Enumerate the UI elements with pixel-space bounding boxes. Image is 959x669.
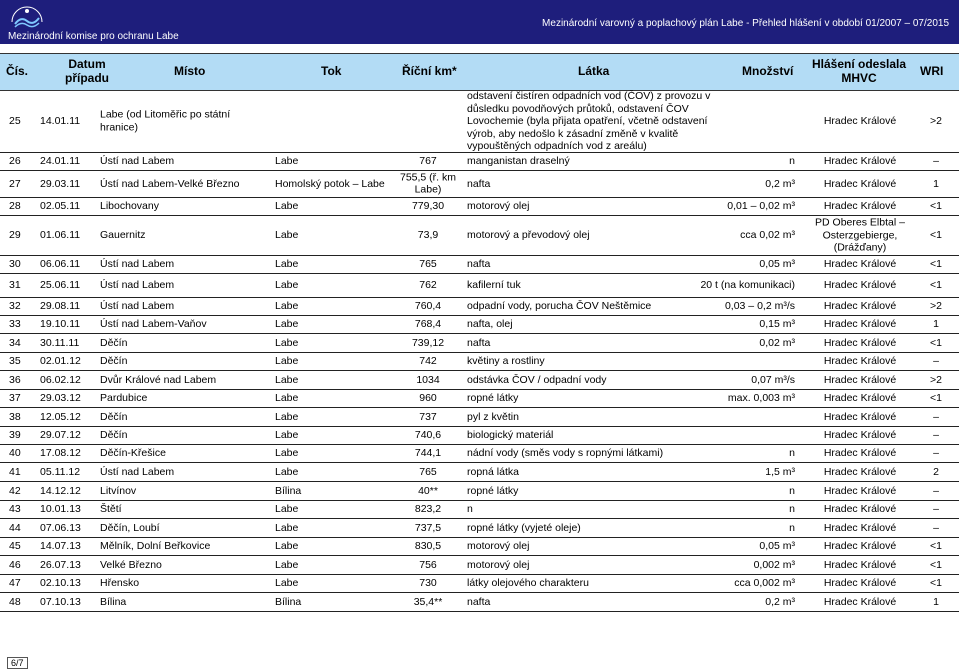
cell-river: Labe	[275, 558, 299, 571]
cell-river: Labe	[275, 336, 299, 349]
cell-quantity: 0,2 m³	[765, 177, 795, 190]
cell-substance: nádní vody (směs vody s ropnými látkami)	[467, 446, 664, 459]
cell-river-km: 73,9	[417, 228, 439, 241]
table-row	[0, 333, 959, 353]
cell-river: Labe	[275, 539, 299, 552]
cell-quantity: cca 0,002 m³	[734, 576, 795, 589]
cell-substance: nafta	[467, 257, 491, 270]
cell-reported-by: Hradec Králové	[823, 317, 897, 330]
cell-reported-by: Hradec Králové	[823, 199, 897, 212]
cell-substance: látky olejového charakteru	[467, 576, 589, 589]
cell-reported-by: Hradec Králové	[823, 484, 897, 497]
cell-reported-by: Hradec Králové	[823, 278, 897, 291]
cell-number: 34	[9, 336, 21, 349]
cell-place: Děčín	[100, 428, 128, 441]
cell-number: 45	[9, 539, 21, 552]
cell-river: Labe	[275, 446, 299, 459]
cell-quantity: n	[789, 446, 795, 459]
cell-river: Bílina	[275, 595, 302, 608]
cell-date: 12.05.12	[40, 410, 81, 423]
cell-river-km: 767	[419, 154, 437, 167]
cell-date: 29.03.11	[40, 177, 81, 190]
cell-quantity: 1,5 m³	[765, 465, 795, 478]
cell-river: Labe	[275, 410, 299, 423]
cell-wri: <1	[930, 558, 942, 571]
cell-river: Labe	[275, 391, 299, 404]
cell-date: 17.08.12	[40, 446, 81, 459]
cell-reported-by: Hradec Králové	[823, 336, 897, 349]
cell-place: Děčín-Křešice	[100, 446, 166, 459]
cell-number: 29	[9, 228, 21, 241]
cell-river-km: 756	[419, 558, 437, 571]
table-row	[0, 555, 959, 575]
cell-reported-by: Hradec Králové	[823, 154, 897, 167]
cell-number: 46	[9, 558, 21, 571]
cell-wri: –	[933, 154, 939, 167]
cell-date: 29.08.11	[40, 299, 81, 312]
cell-river: Labe	[275, 199, 299, 212]
cell-river-km: 737,5	[414, 521, 442, 534]
cell-place: Bílina	[100, 595, 127, 608]
cell-river-km: 742	[419, 354, 437, 367]
cell-wri: 1	[933, 177, 939, 190]
table-row	[0, 537, 959, 556]
cell-number: 38	[9, 410, 21, 423]
cell-wri: >2	[930, 373, 942, 386]
cell-date: 29.03.12	[40, 391, 81, 404]
cell-place: Ústí nad Labem	[100, 299, 175, 312]
cell-quantity: n	[789, 521, 795, 534]
document-title: Mezinárodní varovný a poplachový plán Labe - Přehled hlášení v období 01/2007 – 07/2015	[542, 18, 949, 29]
cell-reported-by: Hradec Králové	[823, 465, 897, 478]
cell-river-km: 1034	[416, 373, 440, 386]
cell-wri: 1	[933, 317, 939, 330]
table-header	[0, 53, 959, 91]
cell-substance: manganistan draselný	[467, 154, 570, 167]
cell-place: Ústí nad Labem	[100, 257, 175, 270]
table-row	[0, 389, 959, 408]
cell-substance: motorový olej	[467, 539, 530, 552]
column-header-river-km: Říční km*	[402, 64, 457, 78]
cell-river-km: 960	[419, 391, 437, 404]
cell-river-km: 830,5	[414, 539, 442, 552]
cell-substance: květiny a rostliny	[467, 354, 545, 367]
cell-place: Labe (od Litoměřic po státní hranice)	[100, 108, 231, 133]
cell-river: Labe	[275, 502, 299, 515]
cell-wri: >2	[930, 299, 942, 312]
cell-wri: <1	[930, 576, 942, 589]
cell-place: Gauernitz	[100, 228, 146, 241]
cell-wri: –	[933, 484, 939, 497]
cell-number: 41	[9, 465, 21, 478]
cell-substance: n	[467, 502, 473, 515]
cell-number: 44	[9, 521, 21, 534]
column-header-place: Místo	[174, 64, 206, 78]
cell-date: 05.11.12	[40, 465, 81, 478]
page-banner	[0, 0, 959, 44]
cell-river-km: 35,4**	[413, 595, 443, 608]
cell-number: 48	[9, 595, 21, 608]
page-number: 6/7	[7, 657, 28, 669]
cell-place: Litvínov	[100, 484, 137, 497]
cell-wri: –	[933, 354, 939, 367]
cell-number: 39	[9, 428, 21, 441]
table-row	[0, 273, 959, 298]
cell-reported-by: Hradec Králové	[823, 257, 897, 270]
cell-place: Ústí nad Labem	[100, 465, 175, 478]
cell-river: Labe	[275, 465, 299, 478]
table-row	[0, 370, 959, 390]
cell-number: 26	[9, 154, 21, 167]
cell-date: 26.07.13	[40, 558, 81, 571]
cell-number: 28	[9, 199, 21, 212]
table-row	[0, 297, 959, 316]
cell-reported-by: Hradec Králové	[823, 299, 897, 312]
column-header-river: Tok	[321, 64, 342, 78]
cell-river-km: 760,4	[414, 299, 442, 312]
cell-date: 06.06.11	[40, 257, 81, 270]
table-row	[0, 407, 959, 427]
cell-quantity: 0,2 m³	[765, 595, 795, 608]
table-row	[0, 90, 959, 153]
cell-number: 32	[9, 299, 21, 312]
cell-place: Mělník, Dolní Beřkovice	[100, 539, 211, 552]
cell-wri: –	[933, 521, 939, 534]
cell-reported-by: Hradec Králové	[823, 177, 897, 190]
cell-substance: odstavení čistíren odpadních vod (ČOV) z provozu v důsledku povodňových průtoků, odstavení ČOV Lovochemie (byla přijata opatření, včetně odstavení výrob, aby nedošlo k zásadní změně v kvalitě vypouštěných odpadních vod z areálu)	[467, 89, 711, 152]
cell-date: 02.10.13	[40, 576, 81, 589]
cell-number: 33	[9, 317, 21, 330]
cell-place: Děčín, Loubí	[100, 521, 160, 534]
cell-reported-by: Hradec Králové	[823, 539, 897, 552]
organization-logo-icon	[9, 2, 45, 30]
cell-substance: pyl z květin	[467, 410, 519, 423]
cell-substance: ropná látka	[467, 465, 519, 478]
cell-reported-by: Hradec Králové	[823, 428, 897, 441]
cell-number: 25	[9, 114, 21, 127]
cell-river: Labe	[275, 299, 299, 312]
cell-number: 47	[9, 576, 21, 589]
cell-substance: ropné látky	[467, 391, 519, 404]
cell-river-km: 730	[419, 576, 437, 589]
cell-river: Labe	[275, 373, 299, 386]
cell-quantity: n	[789, 154, 795, 167]
cell-substance: motorový olej	[467, 558, 530, 571]
cell-place: Hřensko	[100, 576, 140, 589]
cell-river-km: 768,4	[414, 317, 442, 330]
cell-date: 14.01.11	[40, 114, 81, 127]
cell-river: Labe	[275, 317, 299, 330]
cell-reported-by: Hradec Králové	[823, 595, 897, 608]
cell-date: 24.01.11	[40, 154, 81, 167]
cell-substance: odpadní vody, porucha ČOV Neštěmice	[467, 299, 652, 312]
cell-date: 02.01.12	[40, 354, 81, 367]
cell-date: 10.01.13	[40, 502, 81, 515]
cell-river: Bílina	[275, 484, 302, 497]
table-row	[0, 152, 959, 171]
table-row	[0, 462, 959, 482]
cell-number: 27	[9, 177, 21, 190]
cell-wri: 1	[933, 595, 939, 608]
cell-reported-by: Hradec Králové	[823, 576, 897, 589]
cell-river-km: 737	[419, 410, 437, 423]
cell-date: 25.06.11	[40, 278, 81, 291]
table-row	[0, 444, 959, 463]
column-header-quantity: Množství	[742, 64, 794, 78]
cell-river: Labe	[275, 278, 299, 291]
table-row	[0, 197, 959, 216]
cell-quantity: 0,02 m³	[759, 336, 795, 349]
cell-quantity: 0,002 m³	[753, 558, 795, 571]
table-row	[0, 255, 959, 274]
cell-substance: odstávka ČOV / odpadní vody	[467, 373, 607, 386]
cell-date: 14.12.12	[40, 484, 81, 497]
cell-quantity: n	[789, 484, 795, 497]
cell-river: Labe	[275, 354, 299, 367]
cell-substance: nafta, olej	[467, 317, 513, 330]
table-row	[0, 574, 959, 593]
cell-reported-by: Hradec Králové	[823, 391, 897, 404]
cell-place: Ústí nad Labem	[100, 154, 175, 167]
cell-place: Ústí nad Labem-Velké Březno	[100, 177, 240, 190]
cell-reported-by: Hradec Králové	[823, 410, 897, 423]
cell-place: Děčín	[100, 410, 128, 423]
cell-river: Labe	[275, 428, 299, 441]
cell-number: 30	[9, 257, 21, 270]
cell-quantity: cca 0,02 m³	[740, 228, 795, 241]
cell-number: 42	[9, 484, 21, 497]
cell-wri: <1	[930, 199, 942, 212]
cell-date: 07.06.13	[40, 521, 81, 534]
cell-substance: biologický materiál	[467, 428, 554, 441]
table-row	[0, 518, 959, 538]
column-header-reported-by: Hlášení odeslala MHVC	[811, 57, 907, 85]
cell-number: 31	[9, 278, 21, 291]
cell-date: 14.07.13	[40, 539, 81, 552]
cell-quantity: 20 t (na komunikaci)	[700, 278, 795, 291]
cell-river-km: 762	[419, 278, 437, 291]
table-row	[0, 426, 959, 445]
cell-wri: <1	[930, 228, 942, 241]
cell-number: 37	[9, 391, 21, 404]
cell-number: 40	[9, 446, 21, 459]
cell-quantity: 0,05 m³	[759, 257, 795, 270]
cell-reported-by: Hradec Králové	[823, 373, 897, 386]
cell-river-km: 744,1	[414, 446, 442, 459]
table-row	[0, 170, 959, 198]
cell-river: Homolský potok – Labe	[275, 177, 385, 190]
column-header-wri: WRI	[920, 64, 944, 78]
cell-place: Děčín	[100, 354, 128, 367]
cell-reported-by: Hradec Králové	[823, 114, 897, 127]
cell-quantity: 0,07 m³/s	[751, 373, 795, 386]
cell-wri: 2	[933, 465, 939, 478]
cell-date: 01.06.11	[40, 228, 81, 241]
cell-wri: <1	[930, 391, 942, 404]
cell-river: Labe	[275, 228, 299, 241]
cell-quantity: 0,03 – 0,2 m³/s	[724, 299, 795, 312]
cell-substance: ropné látky (vyjeté oleje)	[467, 521, 581, 534]
cell-place: Ústí nad Labem-Vaňov	[100, 317, 207, 330]
cell-wri: <1	[930, 539, 942, 552]
cell-place: Dvůr Králové nad Labem	[100, 373, 217, 386]
cell-place: Velké Březno	[100, 558, 162, 571]
cell-river-km: 40**	[418, 484, 438, 497]
cell-quantity: 0,15 m³	[759, 317, 795, 330]
cell-wri: >2	[930, 114, 942, 127]
cell-river: Labe	[275, 154, 299, 167]
cell-quantity: max. 0,003 m³	[727, 391, 795, 404]
cell-wri: –	[933, 502, 939, 515]
cell-place: Děčín	[100, 336, 128, 349]
cell-substance: kafilerní tuk	[467, 278, 521, 291]
cell-substance: nafta	[467, 177, 491, 190]
cell-date: 02.05.11	[40, 199, 81, 212]
cell-substance: nafta	[467, 595, 491, 608]
cell-river-km: 765	[419, 257, 437, 270]
table-row	[0, 500, 959, 519]
cell-date: 06.02.12	[40, 373, 81, 386]
cell-river-km: 779,30	[411, 199, 445, 212]
cell-date: 07.10.13	[40, 595, 81, 608]
column-header-date: Datum případu	[65, 57, 109, 85]
table-row	[0, 592, 959, 612]
cell-reported-by: Hradec Králové	[823, 354, 897, 367]
table-row	[0, 481, 959, 501]
column-header-number: Čís.	[6, 64, 29, 78]
cell-river-km: 765	[419, 465, 437, 478]
cell-quantity: n	[789, 502, 795, 515]
cell-date: 19.10.11	[40, 317, 81, 330]
cell-place: Štětí	[100, 502, 122, 515]
cell-reported-by: Hradec Králové	[823, 502, 897, 515]
cell-number: 35	[9, 354, 21, 367]
cell-river-km: 740,6	[414, 428, 442, 441]
cell-wri: <1	[930, 257, 942, 270]
cell-reported-by: Hradec Králové	[823, 446, 897, 459]
cell-substance: motorový a převodový olej	[467, 228, 590, 241]
table-row	[0, 215, 959, 256]
table-row	[0, 352, 959, 371]
cell-date: 30.11.11	[40, 336, 80, 349]
cell-reported-by: Hradec Králové	[823, 521, 897, 534]
cell-substance: ropné látky	[467, 484, 519, 497]
cell-substance: motorový olej	[467, 199, 530, 212]
cell-river-km: 739,12	[411, 336, 445, 349]
cell-place: Ústí nad Labem	[100, 278, 175, 291]
cell-place: Libochovany	[100, 199, 159, 212]
organization-name: Mezinárodní komise pro ochranu Labe	[8, 31, 179, 42]
cell-date: 29.07.12	[40, 428, 81, 441]
cell-number: 43	[9, 502, 21, 515]
cell-river: Labe	[275, 257, 299, 270]
cell-place: Pardubice	[100, 391, 148, 404]
table-row	[0, 315, 959, 334]
cell-river: Labe	[275, 521, 299, 534]
cell-substance: nafta	[467, 336, 491, 349]
cell-wri: –	[933, 446, 939, 459]
cell-quantity: 0,05 m³	[759, 539, 795, 552]
cell-wri: <1	[930, 336, 942, 349]
cell-wri: <1	[930, 278, 942, 291]
cell-wri: –	[933, 428, 939, 441]
cell-river-km: 755,5 (ř. km Labe)	[399, 171, 457, 196]
column-header-substance: Látka	[578, 64, 610, 78]
cell-wri: –	[933, 410, 939, 423]
cell-river: Labe	[275, 576, 299, 589]
cell-reported-by: Hradec Králové	[823, 558, 897, 571]
cell-number: 36	[9, 373, 21, 386]
cell-reported-by: PD Oberes Elbtal – Osterzgebierge, (Drážďany)	[815, 216, 905, 254]
cell-quantity: 0,01 – 0,02 m³	[727, 199, 795, 212]
cell-river-km: 823,2	[414, 502, 442, 515]
